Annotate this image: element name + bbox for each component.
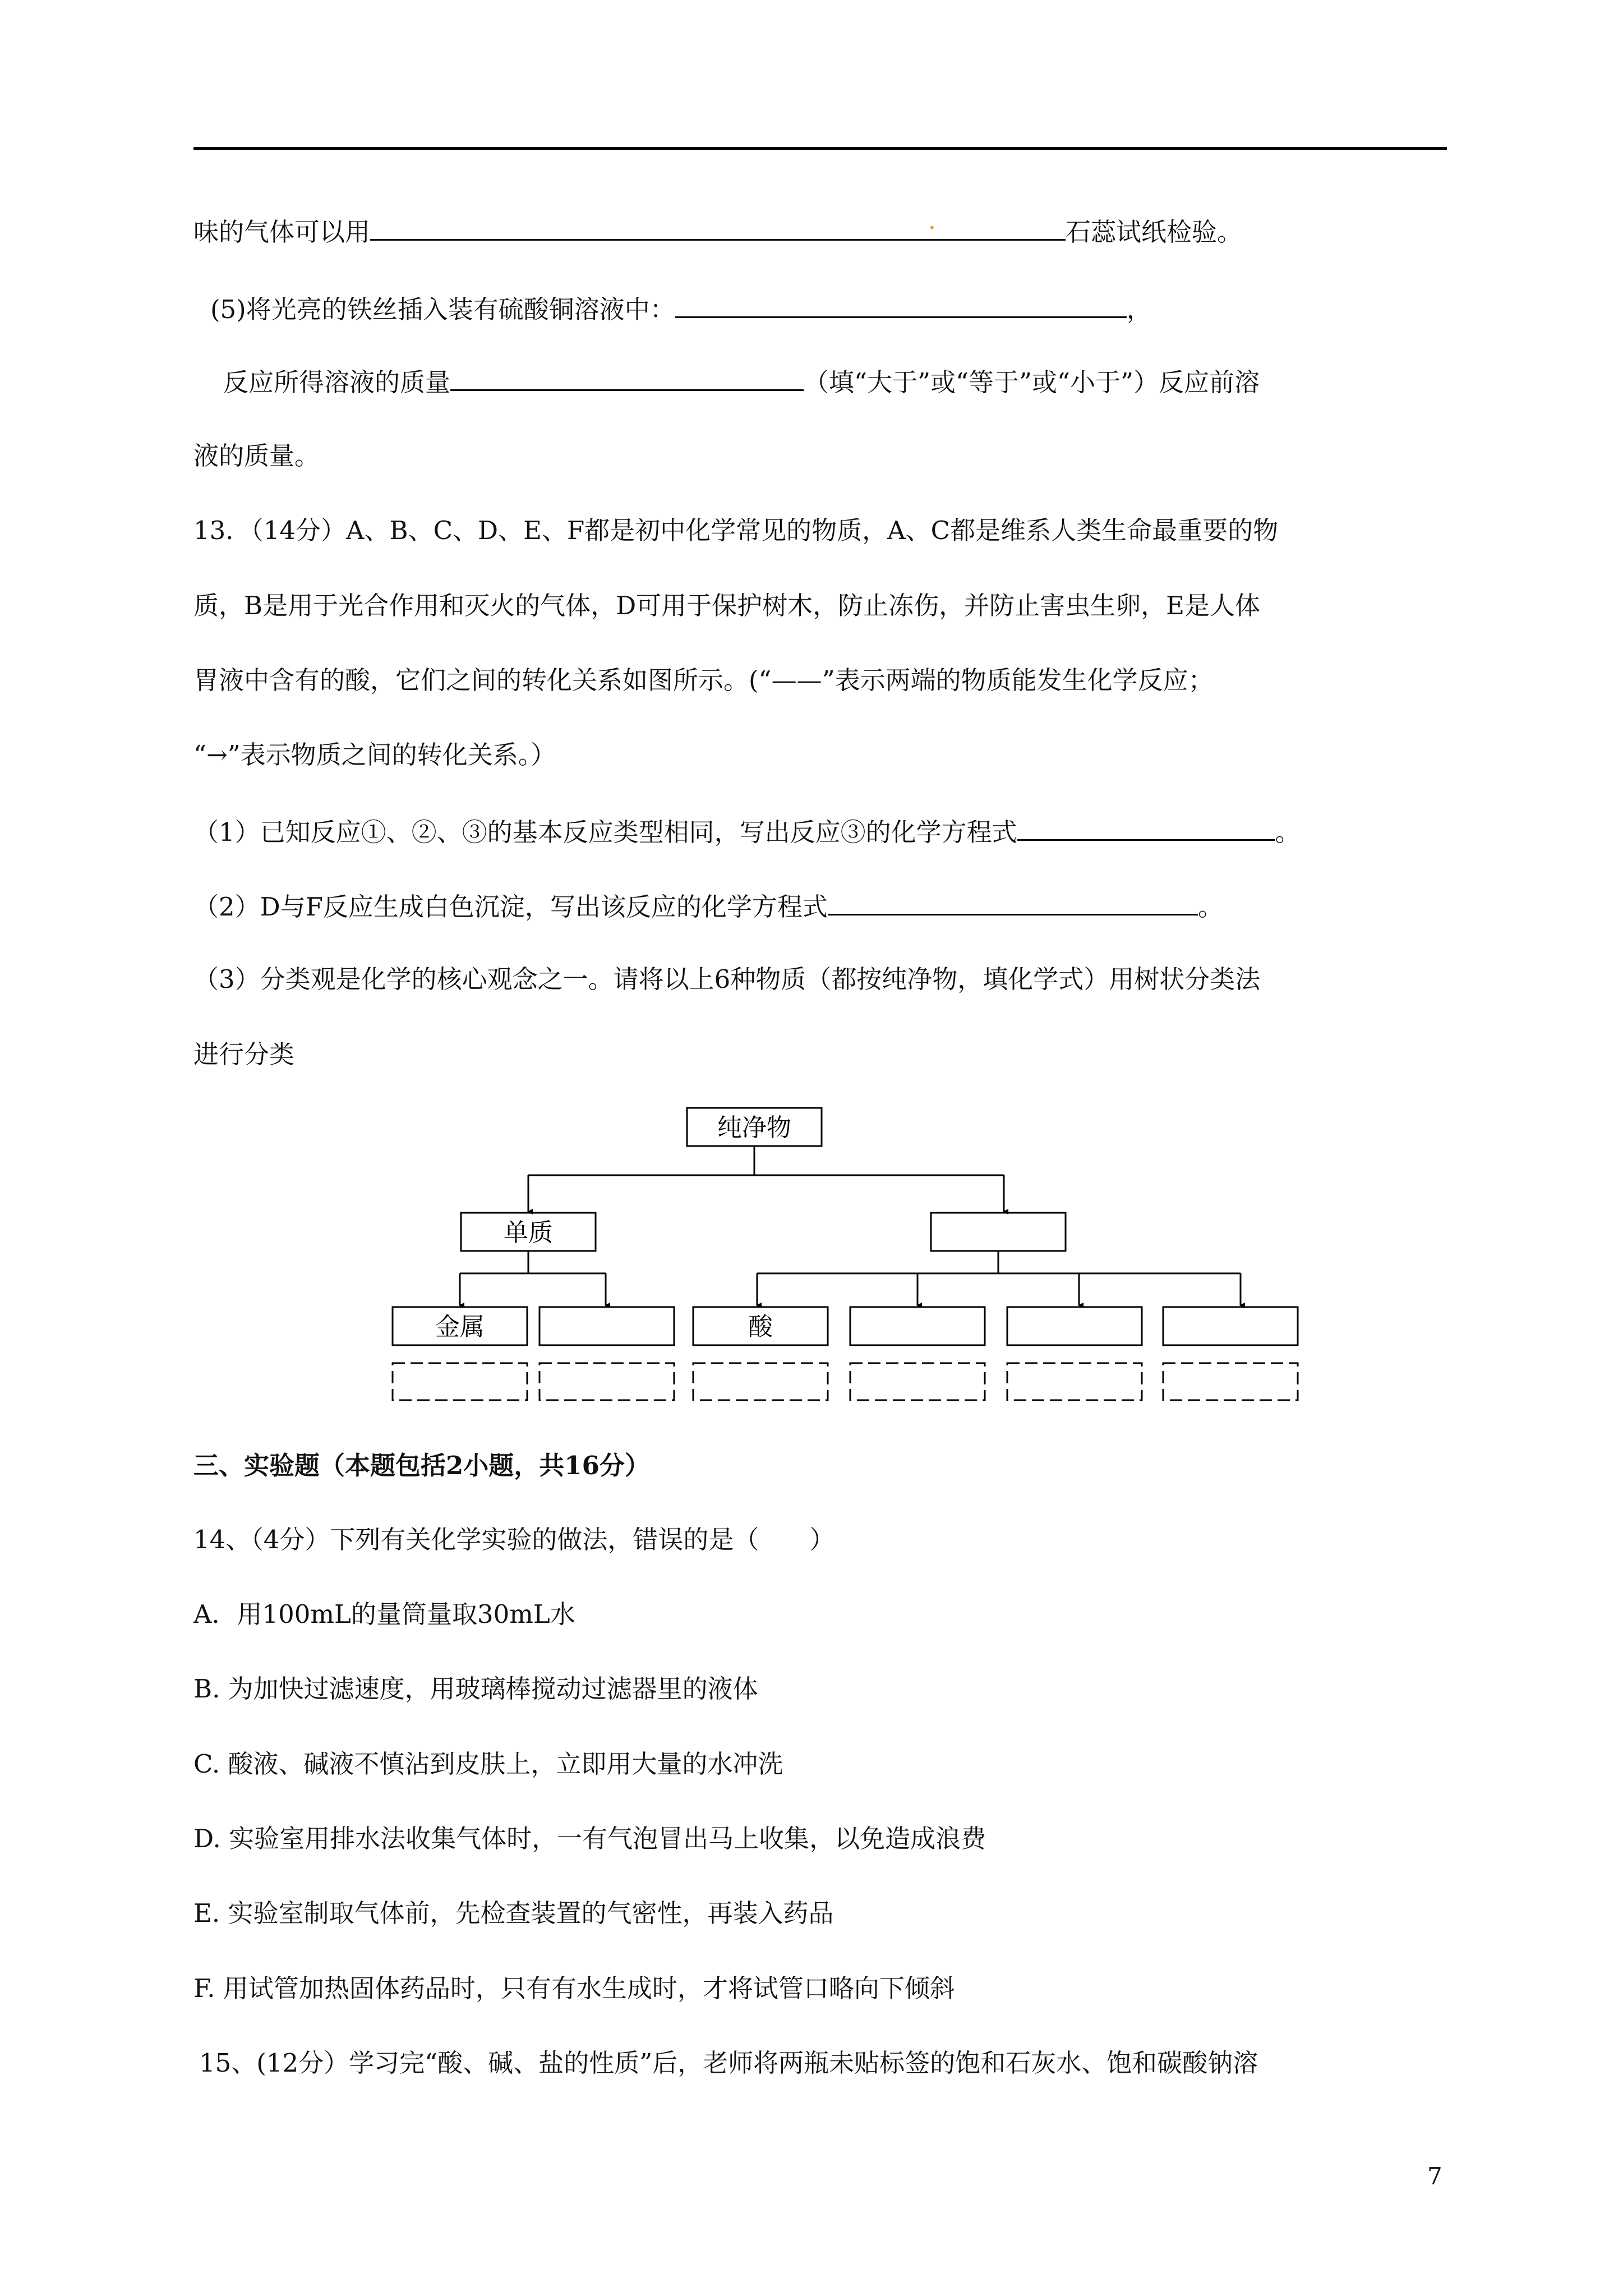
category-box[interactable] [850,1307,985,1345]
option-d: D. 实验室用排水法收集气体时，一有气泡冒出马上收集，以免造成浪费 [193,1824,986,1853]
question-13-part3: （3）分类观是化学的核心观念之一。请将以上6种物质（都按纯净物，填化学式）用树状分类法 [193,964,1261,994]
text-line: 液的质量。 [193,441,320,471]
question-13-text: 质，B是用于光合作用和灭火的气体，D可用于保护树木，防止冻伤，并防止害虫生卵，E是人体 [193,591,1261,620]
line-gas-test [193,206,1243,248]
answer-blank[interactable] [675,292,1127,318]
formula-box[interactable] [1163,1363,1298,1400]
element-label: 单质 [504,1218,553,1247]
text: ， [1126,295,1152,324]
text: (5)将光亮的铁丝插入装有硫酸铜溶液中： [210,295,675,324]
compound-box[interactable] [931,1213,1066,1251]
metal-label: 金属 [435,1313,485,1341]
formula-box[interactable] [693,1363,828,1400]
header-rule [193,147,1447,150]
text: （填“大于”或“等于”或“小于”）反应前溶 [804,367,1260,397]
page-number: 7 [1427,2162,1442,2190]
formula-box[interactable] [1007,1363,1142,1400]
text: 石蕊试纸检验。 [1066,217,1243,247]
question-14-text: 14、（4分）下列有关化学实验的做法，错误的是（ ） [193,1525,835,1554]
question-13-text: 13．（14分）A、B、C、D、E、F都是初中化学常见的物质，A、C都是维系人类生命最重要的物 [193,516,1279,545]
option-c: C. 酸液、碱液不慎沾到皮肤上，立即用大量的水冲洗 [193,1749,783,1779]
text: 味的气体可以用 [193,217,371,247]
question-15-text: 15、(12分）学习完“酸、碱、盐的性质”后，老师将两瓶未贴标签的饱和石灰水、饱和碳酸钠溶 [199,2048,1258,2078]
option-a: A．用100mL的量筒量取30mL水 [193,1599,575,1629]
question-13-text: 胃液中含有的酸，它们之间的转化关系如图所示。(“——”表示两端的物质能发生化学反应； [193,665,1214,695]
text: 。 [1197,892,1223,922]
formula-box[interactable] [850,1363,985,1400]
text: （1）已知反应①、②、③的基本反应类型相同，写出反应③的化学方程式 [193,817,1017,847]
answer-blank[interactable] [450,365,804,391]
option-b: B. 为加快过滤速度，用玻璃棒搅动过滤器里的液体 [193,1674,758,1704]
answer-blank[interactable] [828,889,1198,915]
line-mass-compare [223,365,1260,398]
option-f: F. 用试管加热固体药品时，只有有水生成时，才将试管口略向下倾斜 [193,1973,955,2003]
question-13-part2 [193,889,1223,923]
acid-label: 酸 [748,1313,773,1341]
text: 反应所得溶液的质量 [223,367,451,397]
nonmetal-box[interactable] [540,1307,674,1345]
category-box[interactable] [1163,1307,1298,1345]
stray-dot: . [928,206,937,235]
text: 。 [1275,817,1301,847]
formula-box[interactable] [540,1363,674,1400]
category-box[interactable] [1007,1307,1142,1345]
question-13-text: “→”表示物质之间的转化关系。） [193,740,556,770]
question-13-part1 [193,815,1301,848]
formula-box[interactable] [393,1363,527,1400]
question-13-part3: 进行分类 [193,1039,295,1069]
classification-tree-diagram [381,1105,1312,1419]
section-heading: 三、实验题（本题包括2小题，共16分） [193,1451,650,1480]
line-iron-copper [210,292,1152,325]
answer-blank[interactable] [370,206,1066,241]
option-e: E. 实验室制取气体前，先检查装置的气密性，再装入药品 [193,1898,834,1928]
answer-blank[interactable] [1017,815,1275,841]
text: （2）D与F反应生成白色沉淀，写出该反应的化学方程式 [193,892,828,922]
root-label: 纯净物 [717,1114,791,1142]
